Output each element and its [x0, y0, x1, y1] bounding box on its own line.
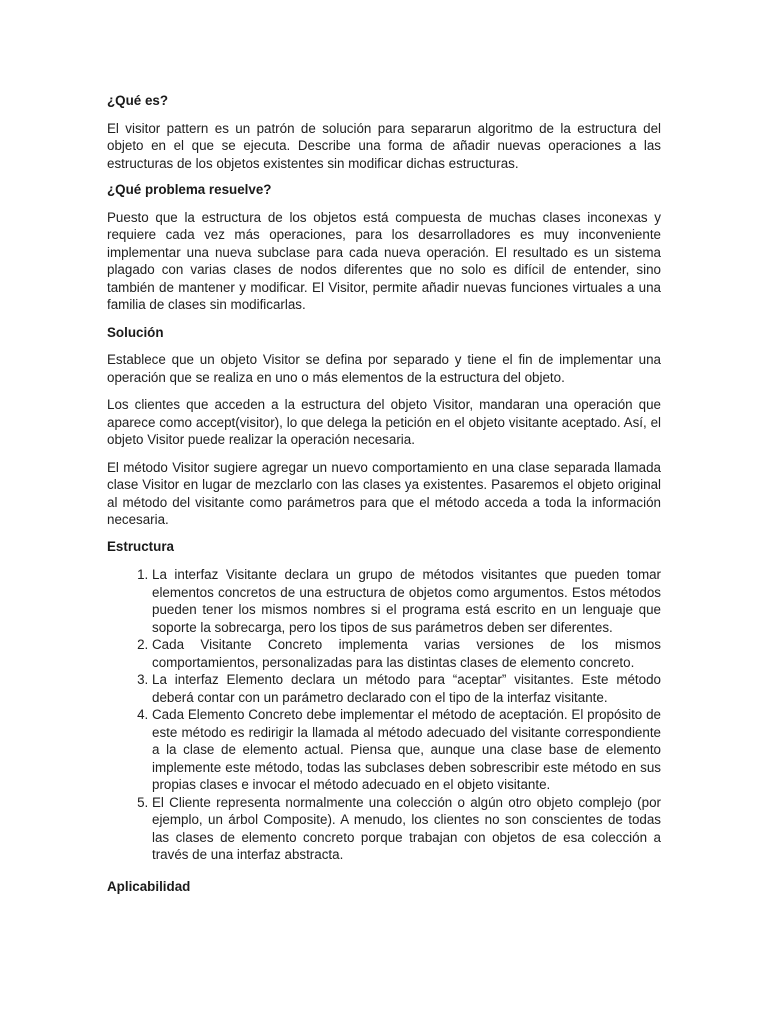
list-item: 1. La interfaz Visitante declara un grupo de métodos visitantes que pueden tomar elementos concretos de una estructura de objetos como argumentos. Estos métodos pueden tener los mismos nombres si el programa está escrito en un lenguaje que soporte la sobrecarga, pero los tipos de sus parámetros deben ser diferentes.	[152, 566, 661, 636]
list-item: 5. El Cliente representa normalmente una colección o algún otro objeto complejo (por ejemplo, un árbol Composite). A menudo, los clientes no son conscientes de todas las clases de elemento concreto porque trabajan con objetos de esa colección a través de una interfaz abstracta.	[152, 794, 661, 864]
list-item: 3. La interfaz Elemento declara un método para “aceptar” visitantes. Este método deberá contar con un parámetro declarado con el tipo de la interfaz visitante.	[152, 671, 661, 706]
paragraph-solucion-2: Los clientes que acceden a la estructura del objeto Visitor, mandaran una operación que aparece como accept(visitor), lo que delega la petición en el objeto visitante aceptado. Así, el objeto Visitor puede realizar la operación necesaria.	[107, 397, 661, 447]
heading-aplicabilidad: Aplicabilidad	[107, 878, 191, 894]
heading-problema: ¿Qué problema resuelve?	[107, 182, 272, 197]
list-item: 4. Cada Elemento Concreto debe implementar el método de aceptación. El propósito de este método es redirigir la llamada al método adecuado del visitante correspondiente a la clase de elemento actual. Piensa que, aunque una clase base de elemento implemente este método, todas las subclases deben sobrescribir este método en sus propias clases e invocar el método adecuado en el objeto visitante.	[152, 706, 661, 794]
paragraph-que-es: El visitor pattern es un patrón de solución para separarun algoritmo de la estructura del objeto en el que se ejecuta. Describe una forma de añadir nuevas operaciones a las estructuras de los objetos existentes sin modificar dichas estructuras.	[107, 120, 661, 171]
heading-estructura: Estructura	[107, 538, 174, 554]
estructura-list	[107, 566, 661, 864]
paragraph-solucion-3: El método Visitor sugiere agregar un nuevo comportamiento en una clase separada llamada clase Visitor en lugar de mezclarlo con las clases ya existentes. Pasaremos el objeto original al método del visitante como parámetros para que el método acceda a toda la información necesaria.	[107, 459, 661, 527]
paragraph-problema: Puesto que la estructura de los objetos está compuesta de muchas clases inconexas y requiere cada vez más operaciones, para los desarrolladores es muy inconveniente implementar una nueva subclase para cada nueva operación. El resultado es un sistema plagado con varias clases de nodos diferentes que no solo es difícil de entender, sino también de mantener y modificar. El Visitor, permite añadir nuevas funciones virtuales a una familia de clases sin modificarlas.	[107, 209, 661, 312]
heading-que-es: ¿Qué es?	[107, 93, 169, 108]
paragraph-solucion-1: Establece que un objeto Visitor se defina por separado y tiene el fin de implementar una operación que se realiza en uno o más elementos de la estructura del objeto.	[107, 352, 661, 385]
list-item: 2. Cada Visitante Concreto implementa varias versiones de los mismos comportamientos, personalizadas para las distintas clases de elemento concreto.	[152, 636, 661, 671]
heading-solucion: Solución	[107, 324, 164, 340]
document-page	[107, 86, 661, 895]
